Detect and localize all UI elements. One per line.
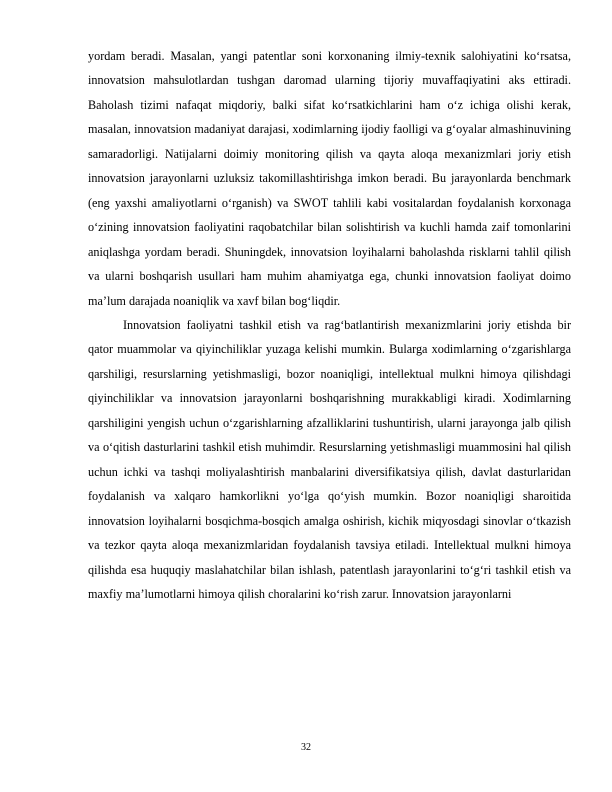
paragraph-challenges: Innovatsion faoliyatni tashkil etish va rag‘batlantirish mexanizmlarini joriy etishda bir qator muammolar va qiyinchiliklar yuzaga kelishi mumkin. Bularga xodimlarning o‘zgarishlarga qarshiligi, resurslarning yetishmasligi, bozor noaniqligi, intellektual mulkni himoya qilishdagi qiyinchiliklar va innovatsion jarayonlarni boshqarishning murakkabligi kiradi. Xodimlarning qarshiligini yengish uchun o‘zgarishlarning afzalliklarini tushuntirish, ularni jarayonga jalb qilish va o‘qitish dasturlarini tashkil etish muhimdir. Resurslarning yetishmasligi muammosini hal qilish uchun ichki va tashqi moliyalashtirish manbalarini diversifikatsiya qilish, davlat dasturlaridan foydalanish va xalqaro hamkorlikni yo‘lga qo‘yish mumkin. Bozor noaniqligi sharoitida innovatsion loyihalarni bosqichma-bosqich amalga oshirish, kichik miqyosdagi sinovlar o‘tkazish va tezkor qayta aloqa mexanizmlaridan foydalanish tavsiya etiladi. Intellektual mulkni himoya qilishda esa huquqiy maslahatchilar bilan ishlash, patentlash jarayonlarini to‘g‘ri tashkil etish va maxfiy ma’lumotlarni himoya qilish choralarini ko‘rish zarur. Innovatsion jarayonlarni: [88, 317, 571, 601]
page-number: 32: [301, 742, 311, 753]
paragraph-continued: yordam beradi. Masalan, yangi patentlar soni korxonaning ilmiy-texnik salohiyatini ko‘rsatsa, innovatsion mahsulotlardan tushgan daromad ularning tijoriy muvaffaqiyatini aks ettiradi. Baholash tizimi nafaqat miqdoriy, balki sifat ko‘rsatkichlarini ham o‘z ichiga olishi kerak, masalan, innovatsion madaniyat darajasi, xodimlarning ijodiy faolligi va g‘oyalar almashinuvining samaradorligi. Natijalarni doimiy monitoring qilish va qayta aloqa mexanizmlari joriy etish innovatsion jarayonlarni uzluksiz takomillashtirishga imkon beradi. Bu jarayonlarda benchmark (eng yaxshi amaliyotlarni o‘rganish) va SWOT tahlili kabi vositalardan foydalanish korxonaga o‘zining innovatsion faoliyatini raqobatchilar bilan solishtirish va kuchli hamda zaif tomonlarini aniqlashga yordam beradi. Shuningdek, innovatsion loyihalarni baholashda risklarni tahlil qilish va ularni boshqarish usullari ham muhim ahamiyatga ega, chunki innovatsion faoliyat doimo ma’lum darajada noaniqlik va xavf bilan bog‘liqdir.: [88, 49, 571, 308]
page-body: [88, 44, 571, 606]
